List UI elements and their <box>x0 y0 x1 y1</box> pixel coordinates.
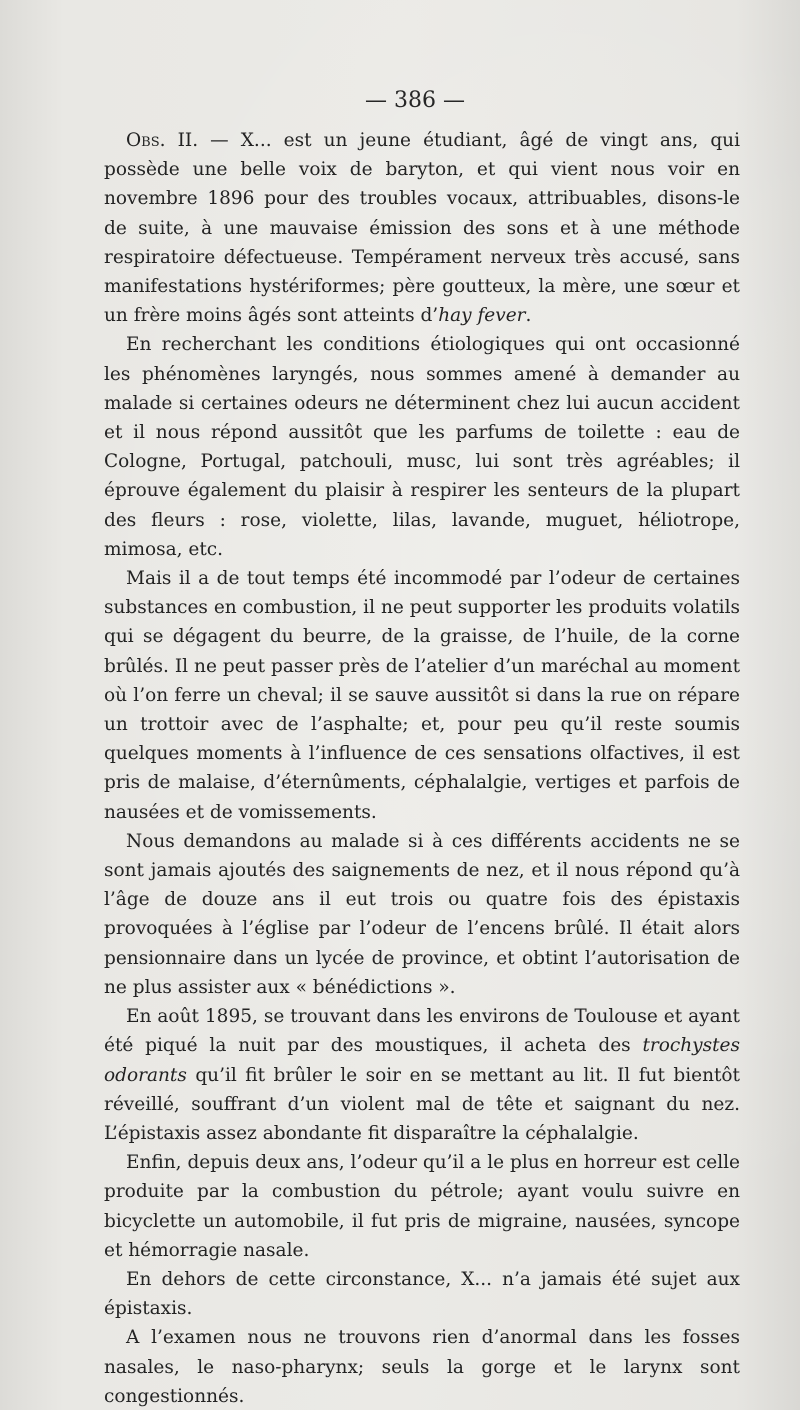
paragraph-1-text: — X... est un jeune étudiant, âgé de vingt ans, qui possède une belle voix de baryton, et qui vient nous voir en novembre 1896 pour des troubles vocaux, attribuables, disons-le de suite, à une mauvaise émission des sons et à une méthode respiratoire défectueuse. Tempérament nerveux très accusé, sans manifestations hystériformes; père goutteux, la mère, une sœur et un frère moins âgés sont atteints d’ <box>104 130 740 327</box>
paragraph-2: En recherchant les conditions étiologiques qui ont occasionné les phénomènes laryngés, nous sommes amené à demander au malade si certaines odeurs ne déterminent chez lui aucun accident et il nous répond aussitôt que les parfums de toilette : eau de Cologne, Portugal, patchouli, musc, lui sont très agréables; il éprouve également du plaisir à respirer les senteurs de la plupart des fleurs : rose, violette, lilas, lavande, muguet, héliotrope, mimosa, etc. <box>104 334 740 560</box>
body-text <box>104 126 740 1410</box>
paragraph-5 <box>104 1002 740 1148</box>
paragraph-6: Enfin, depuis deux ans, l’odeur qu’il a le plus en horreur est celle produite par la combustion du pétrole; ayant voulu suivre en bicyclette un automobile, il fut pris de migraine, nausées, syncope et hémorragie nasale. <box>104 1152 740 1261</box>
paragraph-5-end: qu’il fit brûler le soir en se mettant au lit. Il fut bientôt réveillé, souffrant d’un violent mal de tête et saignant du nez. L’épistaxis assez abondante fit disparaître la céphalalgie. <box>104 1064 740 1144</box>
page-number: — 386 — <box>365 88 465 113</box>
paragraph-1-italic: hay fever <box>438 305 526 327</box>
paragraph-7: En dehors de cette circonstance, X... n’a jamais été sujet aux épistaxis. <box>104 1268 740 1320</box>
paragraph-1 <box>104 126 740 330</box>
paragraph-1-end: . <box>525 305 532 327</box>
paragraph-8: A l’examen nous ne trouvons rien d’anormal dans les fosses nasales, le naso-pharynx; seuls la gorge et le larynx sont congestionnés. <box>104 1327 740 1407</box>
paragraph-5-text: En août 1895, se trouvant dans les environs de Toulouse et ayant été piqué la nuit par des moustiques, il acheta des <box>104 1006 740 1057</box>
paragraph-4: Nous demandons au malade si à ces différents accidents ne se sont jamais ajoutés des saignements de nez, et il nous répond qu’à l’âge de douze ans il eut trois ou quatre fois des épistaxis provoquées à l’église par l’odeur de l’encens brûlé. Il était alors pensionnaire dans un lycée de province, et obtint l’autorisation de ne plus assister aux « bénédictions ». <box>104 830 740 998</box>
observation-label: Obs. II. <box>126 130 199 151</box>
paragraph-5-italic: trochystes odorants <box>104 1035 740 1086</box>
paragraph-3: Mais il a de tout temps été incommodé par l’odeur de certaines substances en combustion, il ne peut supporter les produits volatils qui se dégagent du beurre, de la graisse, de l’huile, de la corne brûlés. Il ne peut passer près de l’atelier d’un maréchal au moment où l’on ferre un cheval; il se sauve aussitôt si dans la rue on répare un trottoir avec de l’asphalte; et, pour peu qu’il reste soumis quelques moments à l’influence de ces sensations olfactives, il est pris de malaise, d’éternûments, céphalalgie, vertiges et parfois de nausées et de vomissements. <box>104 568 740 823</box>
